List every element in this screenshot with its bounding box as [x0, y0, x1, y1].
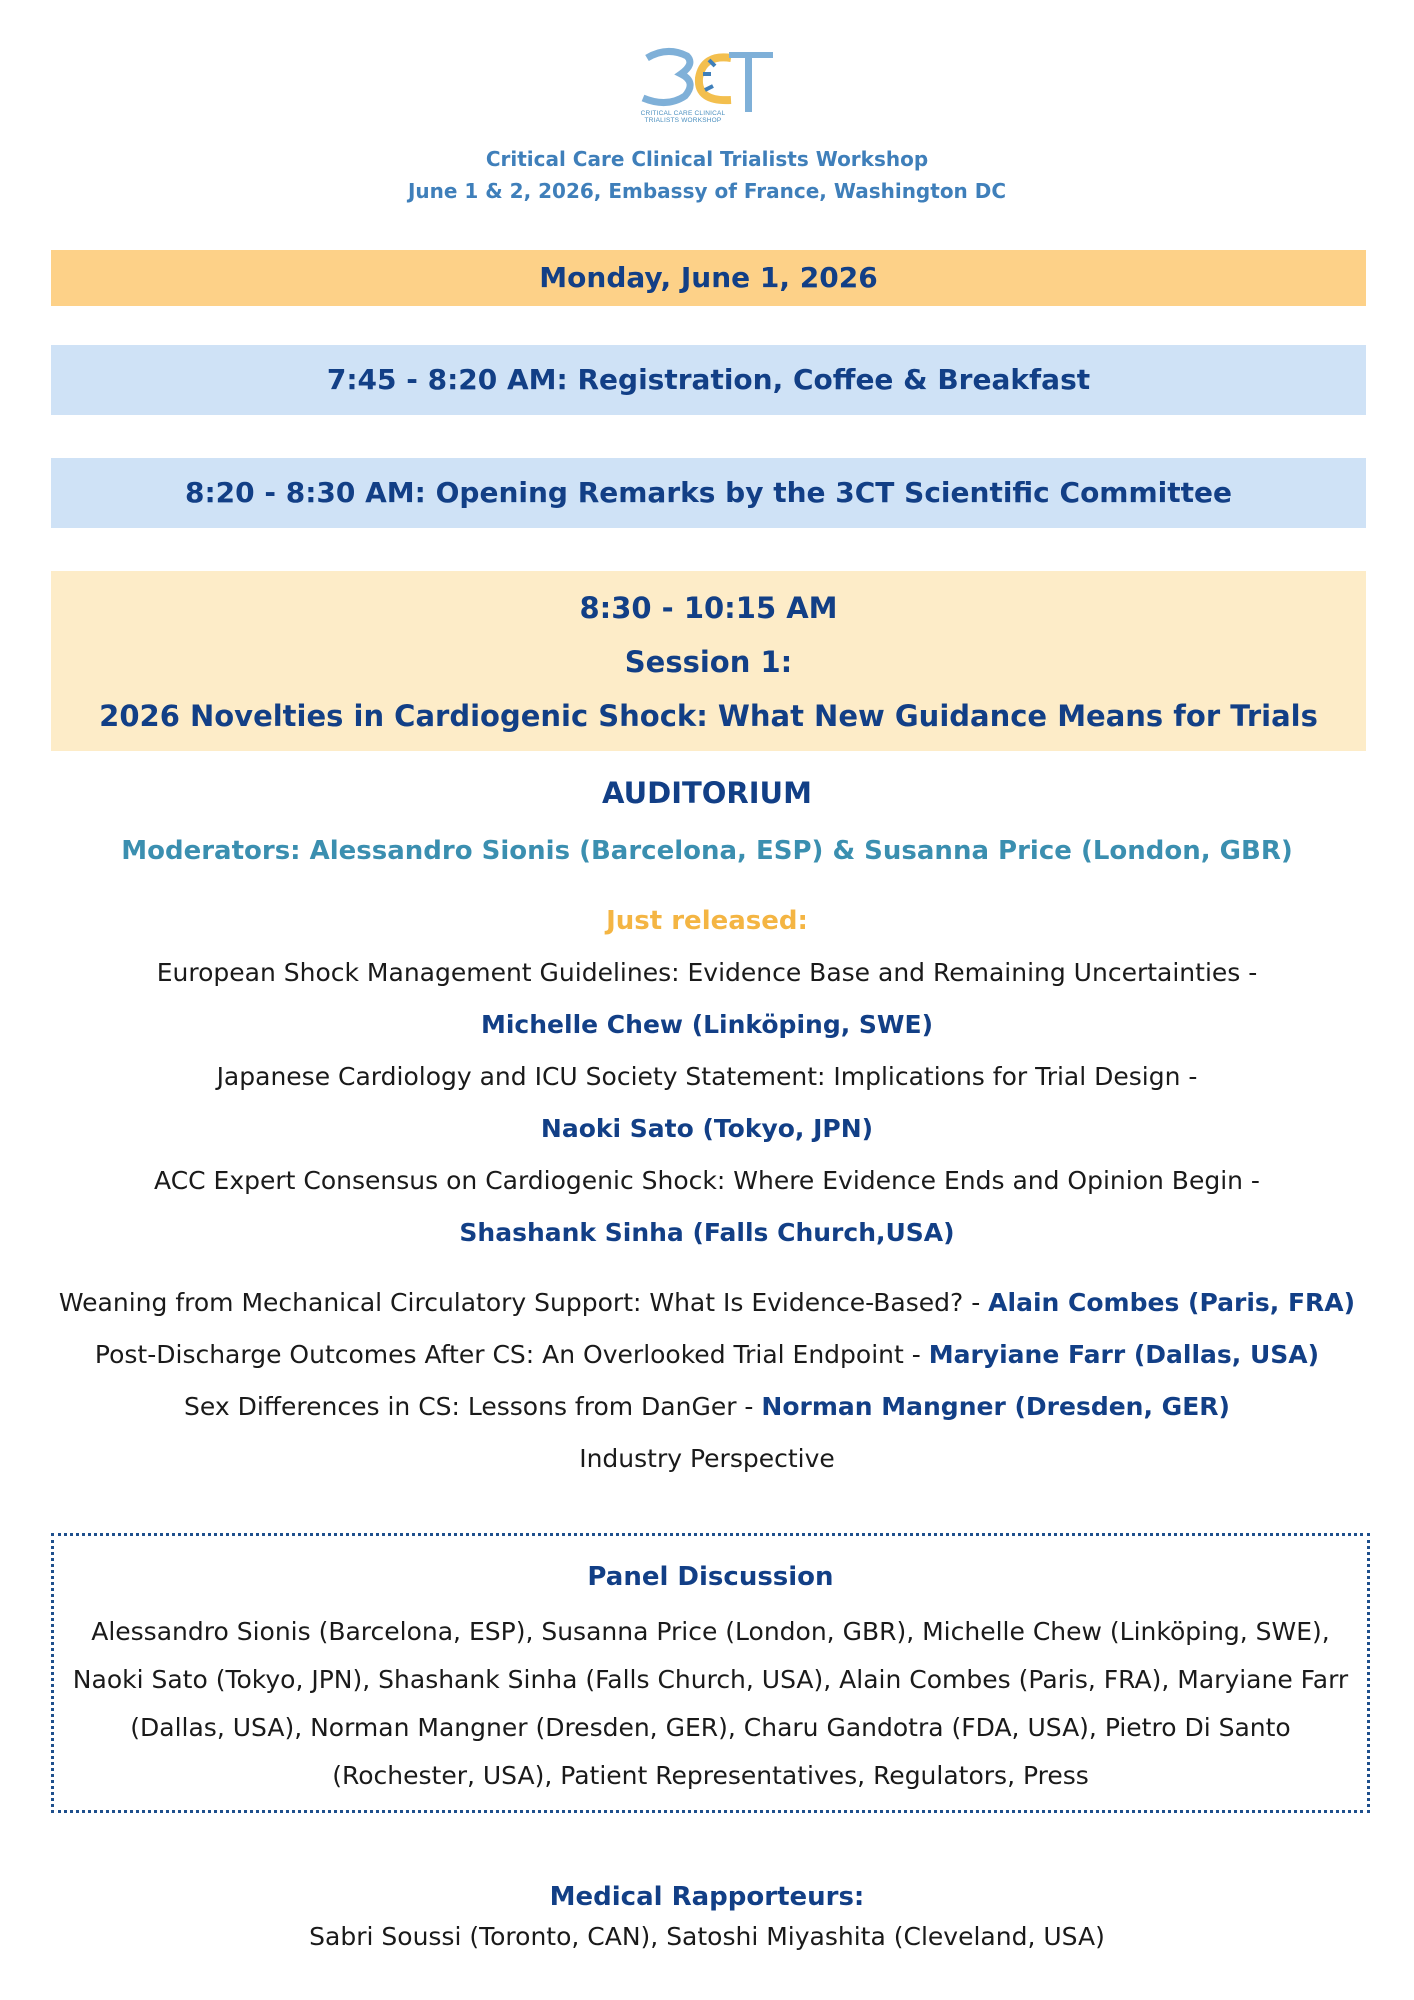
session-banner — [51, 571, 1366, 751]
logo-subtitle: CRITICAL CARE CLINICAL TRIALISTS WORKSHOP — [640, 110, 726, 124]
registration-banner: 7:45 - 8:20 AM: Registration, Coffee & Breakfast — [51, 345, 1366, 415]
talk-item — [0, 1392, 1414, 1421]
workshop-date-venue: June 1 & 2, 2026, Embassy of France, Washington DC — [407, 179, 1007, 203]
released-talk-speaker: Shashank Sinha (Falls Church,USA) — [459, 1218, 955, 1247]
panel-title: Panel Discussion — [587, 1562, 834, 1592]
panel-members: Alessandro Sionis (Barcelona, ESP), Susanna Price (London, GBR), Michelle Chew (Linköping, SWE), Naoki Sato (Tokyo, JPN), Shashank Sinha (Falls Church, USA), Alain Combes (Paris, FRA), Maryiane Farr (Dallas, USA), Norman Mangner (Dresden, GER), Charu Gandotra (FDA, USA), Pietro Di Santo (Rochester, USA), Patient Representatives, Regulators, Press — [72, 1617, 1349, 1790]
session-room: AUDITORIUM — [602, 776, 812, 810]
talk-speaker: Norman Mangner (Dresden, GER) — [761, 1392, 1230, 1421]
rapporteurs-names: Sabri Soussi (Toronto, CAN), Satoshi Miyashita (Cleveland, USA) — [309, 1922, 1105, 1951]
session-time: 8:30 - 10:15 AM — [579, 591, 838, 625]
3ct-logo — [637, 44, 777, 130]
talk-title: Post-Discharge Outcomes After CS: An Overlooked Trial Endpoint - — [94, 1340, 929, 1369]
talk-title: Weaning from Mechanical Circulatory Support: What Is Evidence-Based? - — [58, 1288, 989, 1317]
released-talk-title: Japanese Cardiology and ICU Society Statement: Implications for Trial Design - — [216, 1062, 1198, 1091]
rapporteurs-title: Medical Rapporteurs: — [549, 1882, 865, 1912]
released-talk-speaker: Michelle Chew (Linköping, SWE) — [480, 1010, 933, 1039]
released-talk-title: ACC Expert Consensus on Cardiogenic Shock: Where Evidence Ends and Opinion Begin - — [154, 1166, 1260, 1195]
day-banner: Monday, June 1, 2026 — [51, 250, 1366, 306]
talk-title: Sex Differences in CS: Lessons from DanGer - — [184, 1392, 762, 1421]
released-talk-speaker: Naoki Sato (Tokyo, JPN) — [540, 1114, 874, 1143]
talk-speaker: Alain Combes (Paris, FRA) — [988, 1288, 1356, 1317]
released-talk-title: European Shock Management Guidelines: Evidence Base and Remaining Uncertainties - — [156, 958, 1258, 987]
panel-discussion-box — [51, 1533, 1370, 1813]
opening-remarks-banner: 8:20 - 8:30 AM: Opening Remarks by the 3CT Scientific Committee — [51, 458, 1366, 528]
just-released-label: Just released: — [606, 906, 808, 936]
session-moderators: Moderators: Alessandro Sionis (Barcelona, ESP) & Susanna Price (London, GBR) — [121, 836, 1293, 866]
talk-item — [0, 1340, 1414, 1369]
talk-item — [0, 1288, 1414, 1317]
session-number: Session 1: — [624, 645, 793, 679]
workshop-title: Critical Care Clinical Trialists Workshop — [485, 147, 929, 171]
industry-perspective: Industry Perspective — [579, 1444, 835, 1473]
session-title: 2026 Novelties in Cardiogenic Shock: What New Guidance Means for Trials — [99, 699, 1318, 733]
talk-speaker: Maryiane Farr (Dallas, USA) — [928, 1340, 1320, 1369]
